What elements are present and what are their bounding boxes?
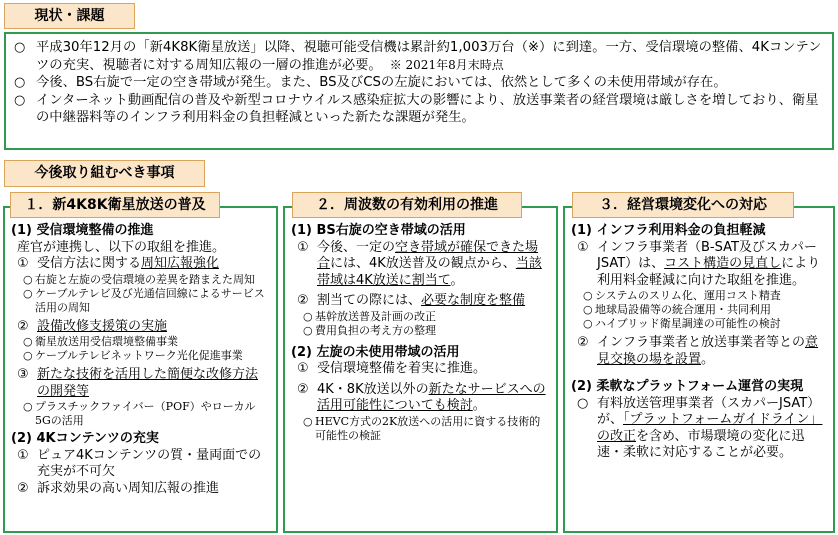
item-number: ② (577, 335, 589, 350)
item-number: ① (297, 239, 309, 255)
sub-text: HEVC方式の2K放送への活用に資する技術的可能性の検証 (315, 414, 541, 442)
item-text: 。 (450, 272, 464, 288)
future-heading: 今後取り組むべき事項 (4, 160, 205, 187)
item-text: 割当ての際には、 (317, 293, 422, 308)
item-number: ○ (577, 395, 589, 411)
sub-text: システムのスリム化、運用コスト精査 (595, 289, 781, 302)
column-title-4k8k: １．新4K8K衛星放送の普及 (10, 192, 220, 218)
item-text: 有料放送管理事業者（スカパーJSAT）が、 (597, 395, 821, 427)
col1-item-5 (17, 481, 270, 498)
col2-sub-1: ○ 基幹放送普及計画の改正 (303, 310, 550, 324)
sub-text: 基幹放送普及計画の改正 (315, 309, 436, 323)
status-item-3 (14, 92, 824, 127)
item-text: 今後、一定の (317, 239, 396, 255)
col1-intro: 産官が連携し、以下の取組を推進。 (17, 239, 226, 255)
col3-sub-1: ○ システムのスリム化、運用コスト精査 (583, 289, 827, 303)
item-number: ① (297, 361, 309, 376)
status-box (4, 32, 834, 150)
item-text: インフラ事業者（B-SAT及びスカパーJSAT）は、 (597, 239, 817, 271)
col1-sub-2: ○ ケーブルテレビ及び光通信回線によるサービス活用の周知 (23, 287, 270, 315)
bullet-icon: ○ (14, 75, 26, 90)
sub-text: ハイブリッド衛星調達の可能性の検討 (595, 317, 781, 330)
sub-text: ケーブルテレビ及び光通信回線によるサービス活用の周知 (35, 286, 265, 314)
item-text: を含め、市場環境の変化に迅速・柔軟に対応することが必要。 (597, 428, 805, 460)
item-number: ② (297, 381, 309, 397)
item-emphasis: 周知広報強化 (141, 256, 220, 271)
item-number: ① (577, 239, 589, 255)
item-text: 。 (701, 351, 715, 367)
col2-heading-2: (2) 左旋の未使用帯域の活用 (291, 344, 460, 360)
col1-heading-2: (2) 4Kコンテンツの充実 (11, 431, 159, 446)
item-text: インフラ事業者と放送事業者等との (597, 335, 806, 350)
sub-text: 費用負担の考え方の整理 (315, 323, 436, 337)
item-text: ピュア4Kコンテンツの質・量両面での充実が不可欠 (37, 447, 262, 479)
item-text: 受信方法に関する (37, 256, 142, 271)
item-number: ③ (17, 367, 29, 382)
item-emphasis: 設備改修支援策の実施 (37, 318, 168, 334)
col1-item-1 (17, 256, 270, 273)
item-text: 受信環境整備を着実に推進。 (317, 361, 487, 376)
col2-item-4 (297, 382, 550, 415)
item-number: ② (297, 293, 309, 308)
item-number: ② (17, 480, 29, 496)
sub-text: 右旋と左旋の受信環境の差異を踏まえた周知 (35, 272, 255, 286)
status-item-2 (14, 74, 824, 92)
item-text: には、4K放送普及の観点から、 (330, 256, 516, 271)
column-4k8k (3, 206, 278, 533)
item-number: ② (17, 318, 29, 334)
col3-item-2 (577, 335, 827, 368)
item-emphasis: 空き帯域が確保できた場合 (317, 239, 539, 271)
col2-item-1 (297, 240, 550, 290)
item-emphasis: 意見交換の場を設置 (597, 335, 819, 367)
sub-text: ケーブルテレビネットワーク光化促進事業 (35, 349, 243, 362)
item-emphasis: 新たな技術を活用した簡便な改修方法の開発等 (37, 367, 259, 399)
col3-heading-1: (1) インフラ利用料金の負担軽減 (571, 223, 766, 238)
col2-heading-1: (1) BS右旋の空き帯域の活用 (291, 223, 466, 238)
sub-text: 地球局設備等の統合運用・共同利用 (595, 303, 771, 316)
col1-item-3 (17, 367, 270, 400)
item-text: 。 (472, 398, 486, 413)
status-text-2: 今後、BS右旋で一定の空き帯域が発生。また、BS及びCSの左旋においては、依然として多くの未使用帯域が存在。 (36, 75, 727, 90)
item-emphasis: 新たなサービスへの活用可能性についても検討 (317, 381, 546, 413)
item-number: ① (17, 447, 29, 463)
status-text-3: インターネット動画配信の普及や新型コロナウイルス感染症拡大の影響により、放送事業者の経営環境は厳しさを増しており、衛星の中継器料等のインフラ利用料金の負担軽減といった新たな課題が発生。 (36, 92, 819, 125)
item-text: 訴求効果の高い周知広報の推進 (37, 480, 220, 496)
col1-sub-1: ○ 右旋と左旋の受信環境の差異を踏まえた周知 (23, 273, 270, 287)
column-frequency (283, 206, 558, 533)
item-number: ① (17, 256, 29, 271)
col2-item-3 (297, 361, 550, 378)
bullet-icon: ○ (14, 92, 26, 108)
col3-heading-2: (2) 柔軟なプラットフォーム運営の実現 (571, 379, 804, 394)
col3-item-3 (577, 396, 827, 462)
col3-sub-2: ○ 地球局設備等の統合運用・共同利用 (583, 303, 827, 317)
status-item-1 (14, 39, 824, 74)
bullet-icon: ○ (14, 40, 26, 55)
col1-heading-1: (1) 受信環境整備の推進 (11, 223, 154, 238)
col3-item-1 (577, 240, 827, 290)
status-note: ※ 2021年8月末時点 (389, 57, 504, 72)
column-business (563, 206, 835, 533)
col1-item-2 (17, 319, 270, 336)
status-text-1: 平成30年12月の「新4K8K衛星放送」以降、視聴可能受信機は累計約1,003万台（※）に到達。一方、受信環境の整備、4Kコンテンツの充実、視聴者に対する周知広報の一層の推進が必要。 (36, 40, 822, 73)
sub-text: 衛星放送用受信環境整備事業 (35, 335, 178, 348)
sub-text: プラスチックファイバー（POF）やローカル5Gの活用 (35, 400, 256, 427)
item-emphasis: コスト構造の見直し (664, 256, 782, 271)
item-emphasis: 「プラットフォームガイドライン」の改正 (597, 412, 823, 444)
item-text: 4K・8K放送以外の (317, 381, 429, 397)
col1-sub-5: ○ プラスチックファイバー（POF）やローカル5Gの活用 (23, 400, 270, 428)
col2-sub-2: ○ 費用負担の考え方の整理 (303, 324, 550, 338)
item-text: により利用料金軽減に向けた取組を推進。 (597, 256, 821, 288)
item-emphasis: 必要な制度を整備 (421, 293, 526, 308)
column-title-business: ３．経営環境変化への対応 (572, 192, 794, 218)
col1-sub-3: ○ 衛星放送用受信環境整備事業 (23, 335, 270, 349)
col2-item-2 (297, 293, 550, 310)
item-emphasis: 当該帯域は4K放送に割当て (317, 256, 542, 288)
column-title-frequency: ２．周波数の有効利用の推進 (292, 192, 522, 218)
col1-item-4 (17, 448, 270, 481)
col1-sub-4: ○ ケーブルテレビネットワーク光化促進事業 (23, 349, 270, 363)
status-heading: 現状・課題 (4, 3, 135, 29)
col2-sub-3: ○ HEVC方式の2K放送への活用に資する技術的可能性の検証 (303, 415, 550, 443)
col3-sub-3: ○ ハイブリッド衛星調達の可能性の検討 (583, 317, 827, 331)
